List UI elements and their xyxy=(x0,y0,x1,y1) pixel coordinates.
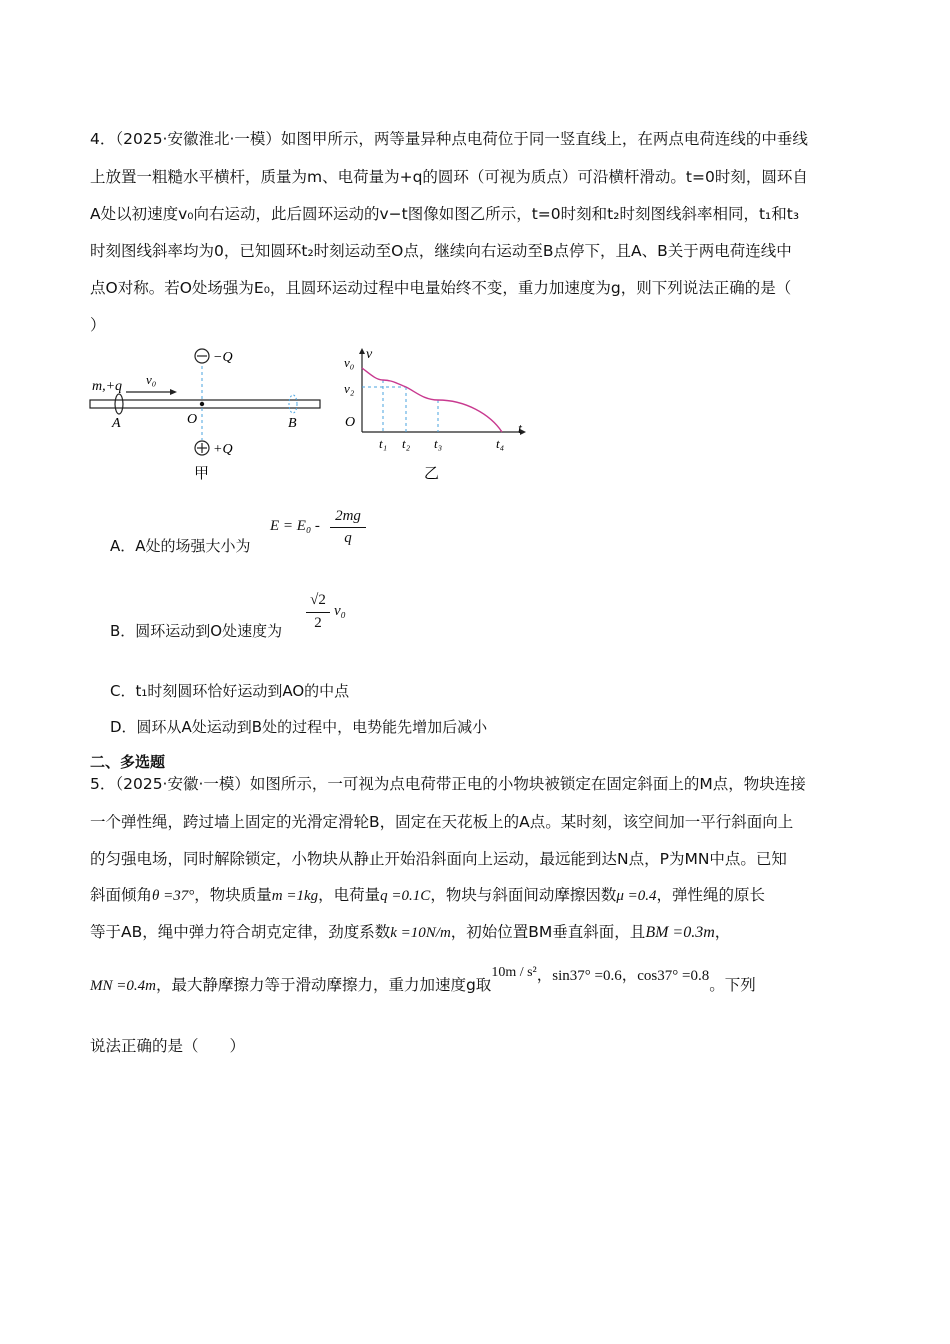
option-d: D．圆环从A处运动到B处的过程中，电势能先增加后减小 xyxy=(110,718,488,736)
q5-line-5: 等于AB，绳中弹力符合胡克定律，劲度系数k =10N/m，初始位置BM垂直斜面，且BM =0.3m， xyxy=(90,923,731,941)
q4-line-4: 时刻图线斜率均为0，已知圆环t₂时刻运动至O点，继续向右运动至B点停下，且A、B关于两电荷连线中 xyxy=(90,242,792,260)
label-o: O xyxy=(187,412,198,427)
point-o xyxy=(200,402,204,406)
v2-tick: v₂ xyxy=(344,381,355,396)
horizontal-bar xyxy=(90,400,320,408)
q4-line-2: 上放置一粗糙水平横杆，质量为m、电荷量为+q的圆环（可视为质点）可沿横杆滑动。t=0时刻，圆环自 xyxy=(90,168,808,186)
tick-t4: t₄ xyxy=(496,436,505,451)
option-b-text: 圆环运动到O处速度为 xyxy=(135,622,283,640)
ring-icon xyxy=(115,394,123,414)
origin-label: O xyxy=(345,415,356,430)
q5-line-4: 斜面倾角θ =37°，物块质量m =1kg，电荷量q =0.1C，物块与斜面间动摩擦因数μ =0.4，弹性绳的原长 xyxy=(90,886,765,904)
option-b-label: B． xyxy=(110,622,136,640)
tick-t3: t₃ xyxy=(434,436,443,451)
q5-line-6: MN =0.4m，最大静摩擦力等于滑动摩擦力，重力加速度g取10m / s²，sin37° =0.6，cos37° =0.8。下列 xyxy=(90,965,756,994)
label-a: A xyxy=(112,416,121,431)
section-title: 二、多选题 xyxy=(90,753,166,771)
option-b xyxy=(110,620,282,641)
q4-line-3: A处以初速度v₀向右运动，此后圆环运动的v−t图像如图乙所示，t=0时刻和t₂时刻图线斜率相同，t₁和t₃ xyxy=(90,205,800,223)
tick-t2: t₂ xyxy=(402,436,411,451)
q5-line-7: 说法正确的是（ ） xyxy=(90,1037,246,1055)
q5-line-2: 一个弹性绳，跨过墙上固定的光滑定滑轮B，固定在天花板上的A点。某时刻，该空间加一平行斜面向上 xyxy=(90,813,794,831)
neg-charge-label: −Q xyxy=(213,350,233,365)
v-axis-label: v xyxy=(366,347,373,362)
q4-line-1: 4．（2025·安徽淮北·一模）如图甲所示，两等量异种点电荷位于同一竖直线上，在两点电荷连线的中垂线 xyxy=(90,130,808,148)
option-a xyxy=(110,535,251,556)
q4-line-5: 点O对称。若O处场强为E₀，且圆环运动过程中电量始终不变，重力加速度为g，则下列说法正确的是（ xyxy=(90,279,792,297)
t-axis-label: t xyxy=(518,422,522,437)
v0-label: v₀ xyxy=(146,372,157,387)
caption-yi: 乙 xyxy=(424,466,440,482)
figure-jia xyxy=(80,340,340,490)
option-a-text: A处的场强大小为 xyxy=(135,537,251,555)
tick-t1: t₁ xyxy=(379,436,388,451)
q5-line-3: 的匀强电场，同时解除锁定，小物块从静止开始沿斜面向上运动，最远能到达N点，P为MN中点。已知 xyxy=(90,850,787,868)
caption-jia: 甲 xyxy=(194,466,210,482)
figure-yi xyxy=(340,340,540,490)
ring-b-dashed-icon xyxy=(289,395,297,413)
option-a-label: A． xyxy=(110,537,136,555)
q5-line-1: 5．（2025·安徽·一模）如图所示，一可视为点电荷带正电的小物块被锁定在固定斜面上的M点，物块连接 xyxy=(90,775,806,793)
v0-tick: v₀ xyxy=(344,355,355,370)
pos-charge-label: +Q xyxy=(213,442,233,457)
option-c: C．t₁时刻圆环恰好运动到AO的中点 xyxy=(110,682,350,700)
ring-label: m,+q xyxy=(92,379,123,394)
label-b: B xyxy=(288,416,297,431)
q4-line-6: ） xyxy=(90,316,106,334)
